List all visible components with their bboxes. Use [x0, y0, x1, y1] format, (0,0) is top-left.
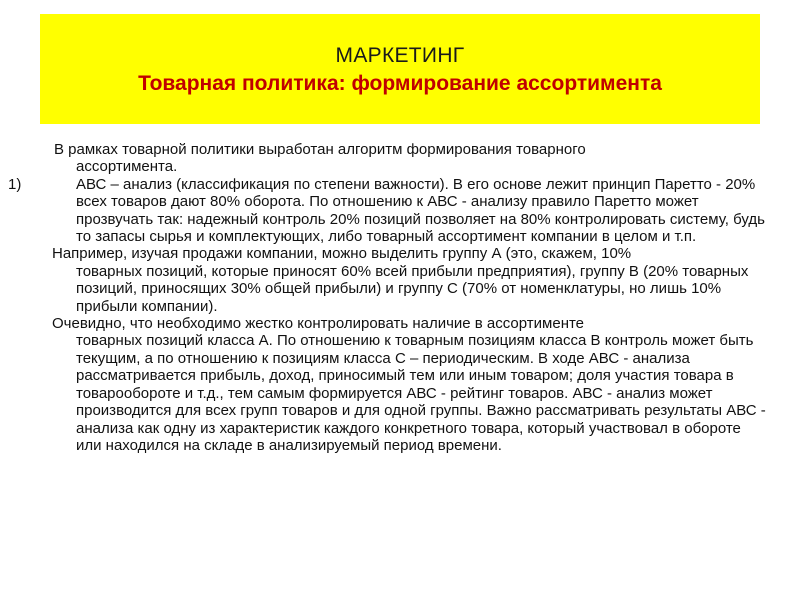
intro-first-line: В рамках товарной политики выработан алгоритм формирования товарного	[54, 141, 586, 158]
list-item-text: АВС – анализ (классификация по степени важности). В его основе лежит принцип Паретто - 20% всех товаров дают 80% оборота. По отношению к АВС - анализу правило Паретто может прозвучать так: надежный контроль 20% позиций позволяет на 80% контролировать систему, будь то запасы сырья и комплектующих, либо товарный ассортимент компании в целом и т.п.	[76, 175, 765, 246]
list-item	[8, 175, 767, 246]
conclusion-rest: товарных позиций класса А. По отношению к товарным позициям класса В контроль может быть текущим, а по отношению к позициям класса С – периодическим. В ходе АВС - анализа рассматривается прибыль, доход, приносимый тем или иным товаром; доля участия товара в товарообороте и т.д., тем самым формируется АВС - рейтинг товаров. АВС - анализ может производится для всех групп товаров и для одной группы. Важно рассматривать результаты АВС - анализа как одну из характеристик каждого конкретного товара, который участвовал в обороте или находился на складе в анализируемый период времени.	[76, 332, 766, 454]
example-rest: товарных позиций, которые приносят 60% всей прибыли предприятия), группу В (20% товарных позиций, приносящих 30% общей прибыли) и группу С (70% от номенклатуры, но лишь 10% прибыли компании).	[76, 262, 749, 315]
conclusion-first-line: Очевидно, что необходимо жестко контролировать наличие в ассортименте	[52, 315, 585, 333]
page-title: МАРКЕТИНГ	[335, 44, 465, 67]
intro-rest: ассортимента.	[76, 158, 178, 176]
example-paragraph	[32, 245, 767, 315]
body-text	[8, 141, 767, 454]
intro-paragraph	[32, 141, 767, 176]
conclusion-paragraph	[32, 315, 767, 454]
example-first-line: Например, изучая продажи компании, можно выделить группу А (это, скажем, 10%	[52, 245, 632, 263]
title-banner	[40, 14, 760, 124]
list-marker: 1)	[8, 175, 22, 193]
page-subtitle: Товарная политика: формирование ассортимента	[138, 72, 662, 95]
